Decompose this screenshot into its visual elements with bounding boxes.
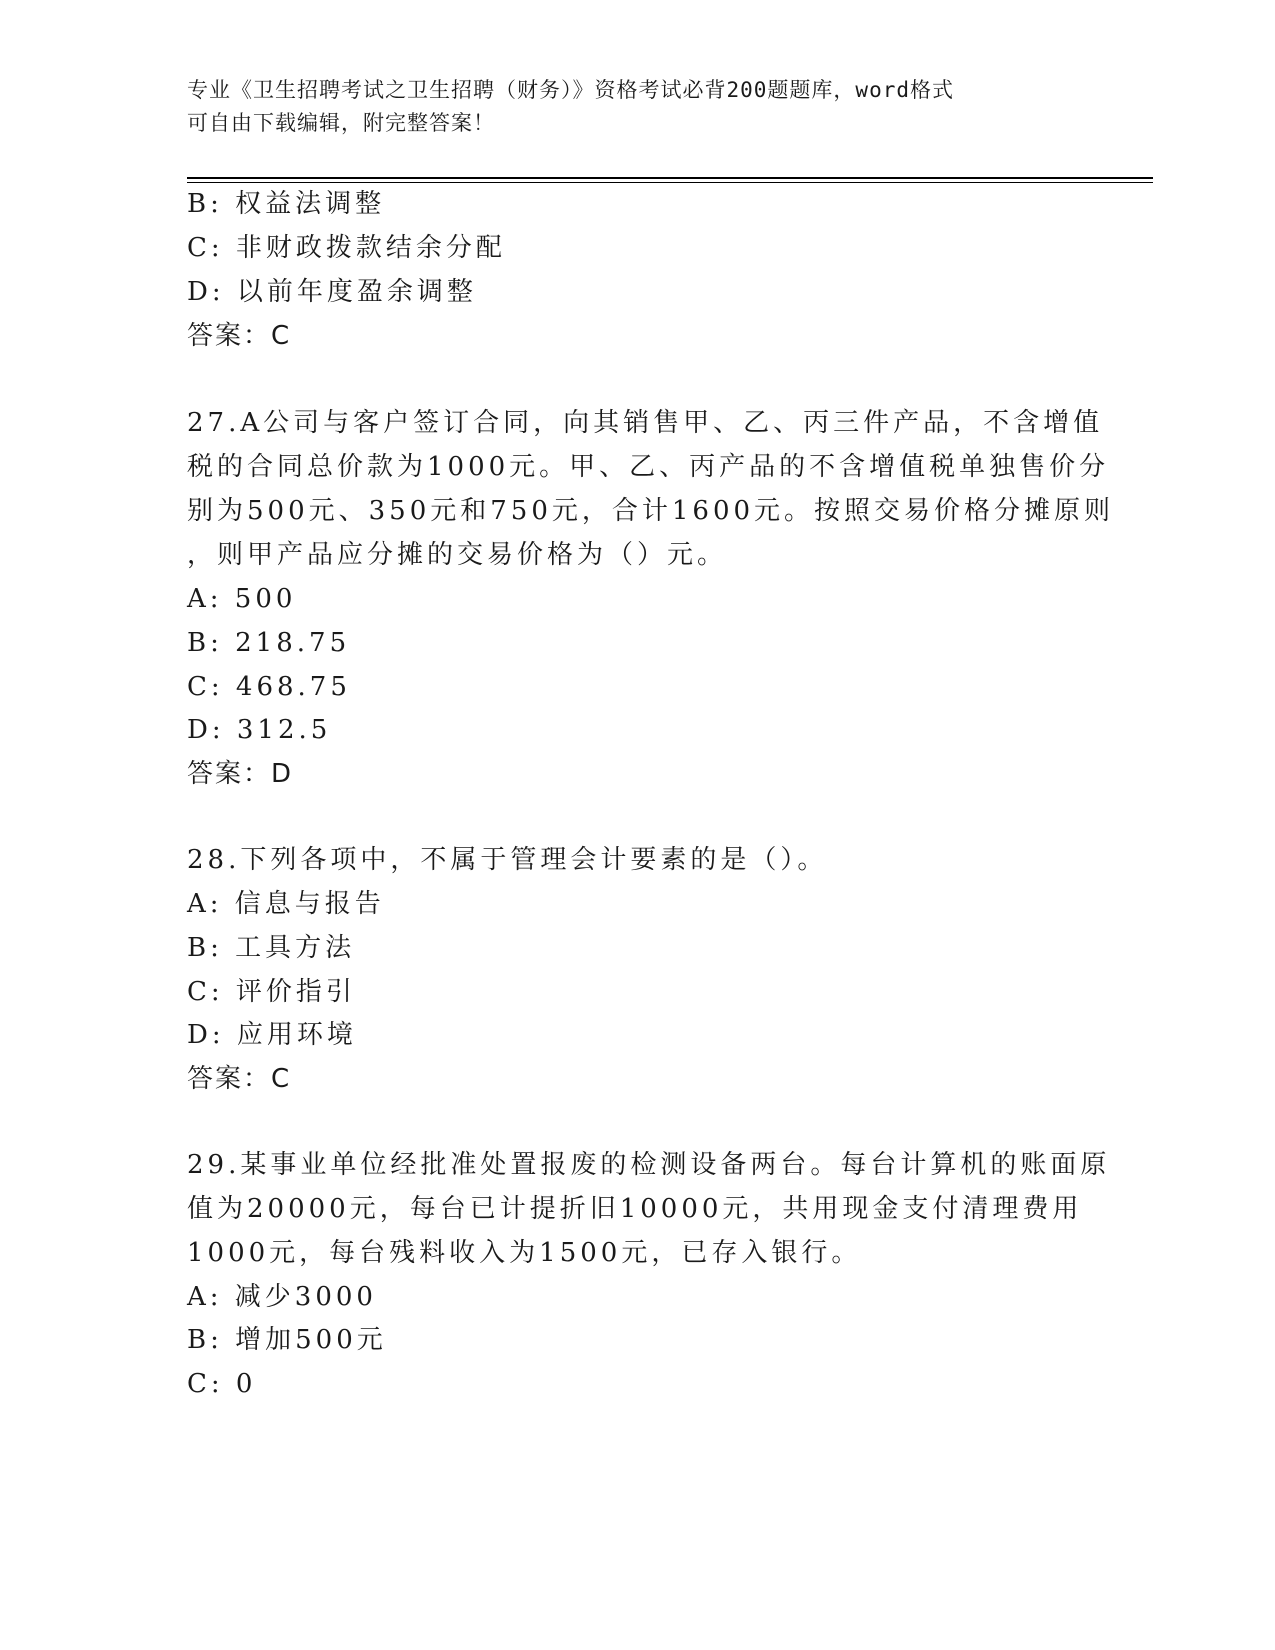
q26-option-b: B: 权益法调整 [187,189,386,219]
header-line-1: 专业《卫生招聘考试之卫生招聘（财务）》资格考试必背200题题库，word格式 [187,78,954,102]
q29-option-b: B: 增加500元 [187,1325,387,1355]
document-header [187,74,1087,140]
q29-stem-line-1: 29.某事业单位经批准处置报废的检测设备两台。每台计算机的账面原 [187,1150,1111,1180]
q29-option-c: C: 0 [187,1369,257,1399]
q29-option-a: A: 减少3000 [187,1282,377,1312]
q27-stem-line-4: ，则甲产品应分摊的交易价格为（）元。 [187,540,728,570]
q26-option-d: D: 以前年度盈余调整 [187,277,477,307]
q27-stem-line-1: 27.A公司与客户签订合同，向其销售甲、乙、丙三件产品，不含增值 [187,408,1104,438]
q27-option-c: C: 468.75 [187,672,351,702]
q28-option-d: D: 应用环境 [187,1020,357,1050]
header-divider-thick [187,177,1153,179]
q27-option-a: A: 500 [187,584,297,614]
header-divider-thin [187,182,1153,183]
q26-answer: 答案：C [187,321,292,351]
q28-stem-line-1: 28.下列各项中，不属于管理会计要素的是（）。 [187,845,828,875]
q28-option-c: C: 评价指引 [187,977,356,1007]
q28-option-a: A: 信息与报告 [187,889,385,919]
header-line-2: 可自由下载编辑，附完整答案！ [187,111,495,135]
q27-stem-line-2: 税的合同总价款为1000元。甲、乙、丙产品的不含增值税单独售价分 [187,452,1110,482]
q29-stem-line-3: 1000元，每台残料收入为1500元，已存入银行。 [187,1238,862,1268]
q29-stem-line-2: 值为20000元，每台已计提折旧10000元，共用现金支付清理费用 [187,1194,1083,1224]
q27-stem-line-3: 别为500元、350元和750元，合计1600元。按照交易价格分摊原则 [187,496,1115,526]
q27-answer: 答案：D [187,759,294,789]
q27-option-b: B: 218.75 [187,628,351,658]
q27-option-d: D: 312.5 [187,715,332,745]
q28-answer: 答案：C [187,1064,292,1094]
q26-option-c: C: 非财政拨款结余分配 [187,233,506,263]
q28-option-b: B: 工具方法 [187,933,356,963]
